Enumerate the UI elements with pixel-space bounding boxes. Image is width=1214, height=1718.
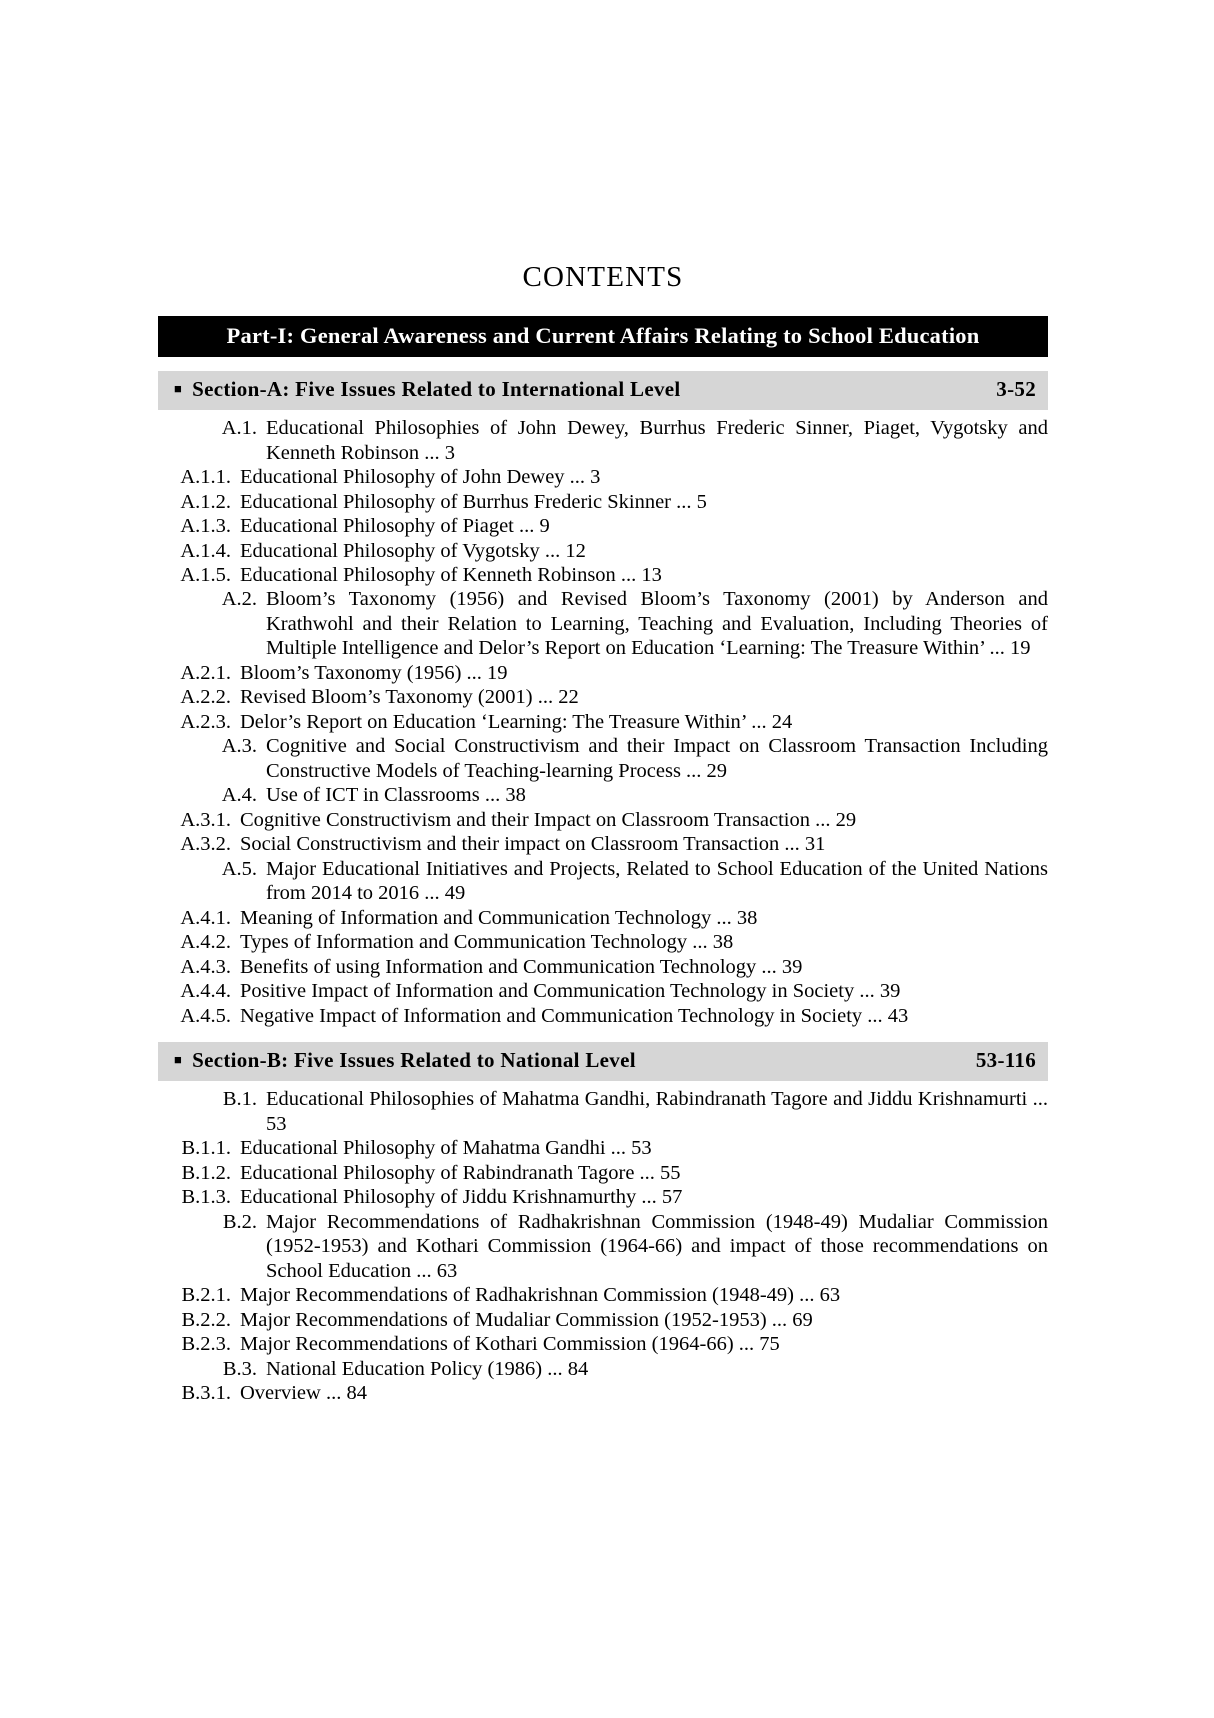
toc-entry-text: Meaning of Information and Communication Technology ... 38 (240, 906, 758, 929)
toc-entry[interactable] (158, 1136, 1048, 1160)
toc-entry-text: Educational Philosophies of Mahatma Gandhi, Rabindranath Tagore and Jiddu Krishnamurti ... 53 (266, 1088, 1048, 1135)
toc-entry[interactable] (158, 710, 1048, 734)
toc-entry-text: Cognitive and Social Constructivism and their Impact on Classroom Transaction Including Constructive Models of Teaching-learning Process ... 29 (266, 735, 1048, 782)
toc-entry-number: A.4.1. (180, 906, 231, 929)
toc-entry-number: A.1.1. (180, 466, 231, 489)
section-band (158, 1042, 1048, 1081)
toc-entry[interactable] (184, 1087, 1048, 1136)
toc-entry-text: Educational Philosophy of Mahatma Gandhi ... 53 (240, 1137, 652, 1160)
toc-entry-text: Educational Philosophies of John Dewey, Burrhus Frederic Sinner, Piaget, Vygotsky and Kenneth Robinson ... 3 (266, 417, 1048, 464)
toc-entry-number: A.5. (221, 857, 257, 880)
toc-entry[interactable] (158, 1381, 1048, 1405)
toc-entry[interactable] (158, 539, 1048, 563)
toc-entry-number: A.4.2. (180, 931, 231, 954)
toc-entry-text: Cognitive Constructivism and their Impact on Classroom Transaction ... 29 (240, 808, 857, 831)
toc-entry-number: B.2.2. (181, 1308, 231, 1331)
toc-entry-text: Positive Impact of Information and Communication Technology in Society ... 39 (240, 980, 901, 1003)
toc-entry[interactable] (184, 1357, 1048, 1381)
toc-entry-text: Educational Philosophy of Burrhus Frederic Skinner ... 5 (240, 490, 707, 513)
toc-entry-number: B.3. (222, 1357, 257, 1380)
toc-list (158, 1087, 1048, 1405)
toc-entry[interactable] (184, 416, 1048, 465)
toc-entry-number: B.1.1. (181, 1137, 231, 1160)
toc-entry-number: A.1. (221, 417, 257, 440)
toc-entry-number: A.1.3. (180, 515, 231, 538)
toc-entry[interactable] (158, 906, 1048, 930)
toc-entry-text: Bloom’s Taxonomy (1956) and Revised Bloom’s Taxonomy (2001) by Anderson and Krathwohl and their Relation to Learning, Teaching and Evaluation, Including Theories of Multiple Intelligence and Delor’s Report on Education ‘Learning: The Treasure Within’ ... 19 (266, 588, 1048, 660)
toc-entry-text: Overview ... 84 (240, 1382, 367, 1404)
toc-entry-text: Major Recommendations of Radhakrishnan Commission (1948-49) ... 63 (240, 1284, 841, 1307)
toc-entry-text: Benefits of using Information and Communication Technology ... 39 (240, 955, 803, 978)
section-band (158, 371, 1048, 410)
toc-entry-text: Major Recommendations of Mudaliar Commission (1952-1953) ... 69 (240, 1308, 813, 1331)
toc-entry-text: Educational Philosophy of Kenneth Robinson ... 13 (240, 563, 662, 586)
toc-entry-number: A.2.3. (180, 710, 231, 733)
toc-entry[interactable] (184, 1210, 1048, 1283)
toc-entry-text: Educational Philosophy of John Dewey ... 3 (240, 466, 601, 489)
toc-entry[interactable] (184, 783, 1048, 807)
toc-entry[interactable] (184, 587, 1048, 660)
toc-entry-number: A.4. (221, 784, 257, 807)
toc-entry-text: Revised Bloom’s Taxonomy (2001) ... 22 (240, 686, 579, 709)
toc-entry[interactable] (158, 1161, 1048, 1185)
section-page-range: 53-116 (975, 1048, 1036, 1073)
toc-entry-number: A.1.2. (180, 490, 231, 513)
toc-entry-number: A.4.4. (180, 980, 231, 1003)
part-banner: Part-I: General Awareness and Current Affairs Relating to School Education (158, 316, 1048, 357)
section-band-title: Section-A: Five Issues Related to International Level (192, 377, 681, 402)
page-title: CONTENTS (522, 261, 684, 293)
toc-list (158, 416, 1048, 1028)
toc-content (158, 262, 1048, 1405)
toc-entry-number: A.3. (221, 735, 257, 758)
toc-entry-number: B.1.3. (181, 1186, 231, 1209)
toc-entry-text: Major Recommendations of Radhakrishnan Commission (1948-49) Mudaliar Commission (1952-1953) and Kothari Commission (1964-66) and impact of those recommendations on School Education ... 63 (266, 1210, 1048, 1282)
toc-entry-number: A.1.5. (180, 563, 231, 586)
toc-entry[interactable] (158, 1283, 1048, 1307)
toc-entry-text: Use of ICT in Classrooms ... 38 (266, 784, 526, 807)
toc-entry[interactable] (158, 685, 1048, 709)
toc-entry-number: B.2. (222, 1210, 257, 1233)
toc-entry-text: Negative Impact of Information and Communication Technology in Society ... 43 (240, 1004, 909, 1027)
toc-entry[interactable] (158, 465, 1048, 489)
toc-entry-text: Delor’s Report on Education ‘Learning: The Treasure Within’ ... 24 (240, 710, 793, 733)
toc-entry-number: A.4.3. (180, 955, 231, 978)
toc-entry-text: Educational Philosophy of Vygotsky ... 12 (240, 539, 586, 562)
toc-entry[interactable] (158, 808, 1048, 832)
toc-entry-text: Major Educational Initiatives and Projects, Related to School Education of the United Nations from 2014 to 2016 ... 49 (266, 857, 1048, 905)
toc-entry-number: B.3.1. (181, 1382, 231, 1404)
toc-entry[interactable] (158, 1185, 1048, 1209)
toc-entry[interactable] (158, 955, 1048, 979)
toc-entry-text: Types of Information and Communication Technology ... 38 (240, 931, 734, 954)
toc-entry-text: Educational Philosophy of Piaget ... 9 (240, 515, 550, 538)
toc-entry-number: A.3.2. (180, 833, 231, 856)
toc-entry-number: A.2. (221, 588, 257, 611)
toc-entry[interactable] (158, 563, 1048, 587)
toc-entry[interactable] (184, 857, 1048, 906)
toc-entry-number: A.1.4. (180, 539, 231, 562)
toc-entry-text: Bloom’s Taxonomy (1956) ... 19 (240, 661, 508, 684)
toc-entry[interactable] (158, 832, 1048, 856)
toc-entry-text: Educational Philosophy of Rabindranath Tagore ... 55 (240, 1161, 681, 1184)
toc-entry[interactable] (184, 734, 1048, 783)
toc-entry-text: National Education Policy (1986) ... 84 (266, 1357, 589, 1380)
square-bullet-icon: ■ (174, 381, 183, 397)
section-band-title: Section-B: Five Issues Related to National Level (192, 1048, 636, 1073)
square-bullet-icon: ■ (174, 1052, 183, 1068)
toc-entry[interactable] (158, 930, 1048, 954)
toc-entry[interactable] (158, 490, 1048, 514)
toc-entry-number: B.2.1. (181, 1284, 231, 1307)
toc-entry-number: B.1. (222, 1088, 257, 1111)
toc-entry[interactable] (158, 1004, 1048, 1028)
toc-entry-number: A.3.1. (180, 808, 231, 831)
toc-entry-number: B.1.2. (181, 1161, 231, 1184)
toc-entry[interactable] (158, 1308, 1048, 1332)
toc-entry[interactable] (158, 1332, 1048, 1356)
toc-entry-text: Social Constructivism and their impact on Classroom Transaction ... 31 (240, 833, 826, 856)
section-page-range: 3-52 (996, 377, 1036, 402)
toc-entry[interactable] (158, 514, 1048, 538)
toc-entry-number: B.2.3. (181, 1333, 231, 1356)
toc-entry-text: Major Recommendations of Kothari Commission (1964-66) ... 75 (240, 1333, 780, 1356)
toc-entry-number: A.2.1. (180, 661, 231, 684)
toc-entry-number: A.4.5. (180, 1004, 231, 1027)
toc-entry-number: A.2.2. (180, 686, 231, 709)
toc-entry[interactable] (158, 661, 1048, 685)
sections-container (158, 371, 1048, 1405)
toc-entry[interactable] (158, 979, 1048, 1003)
toc-entry-text: Educational Philosophy of Jiddu Krishnamurthy ... 57 (240, 1186, 683, 1209)
